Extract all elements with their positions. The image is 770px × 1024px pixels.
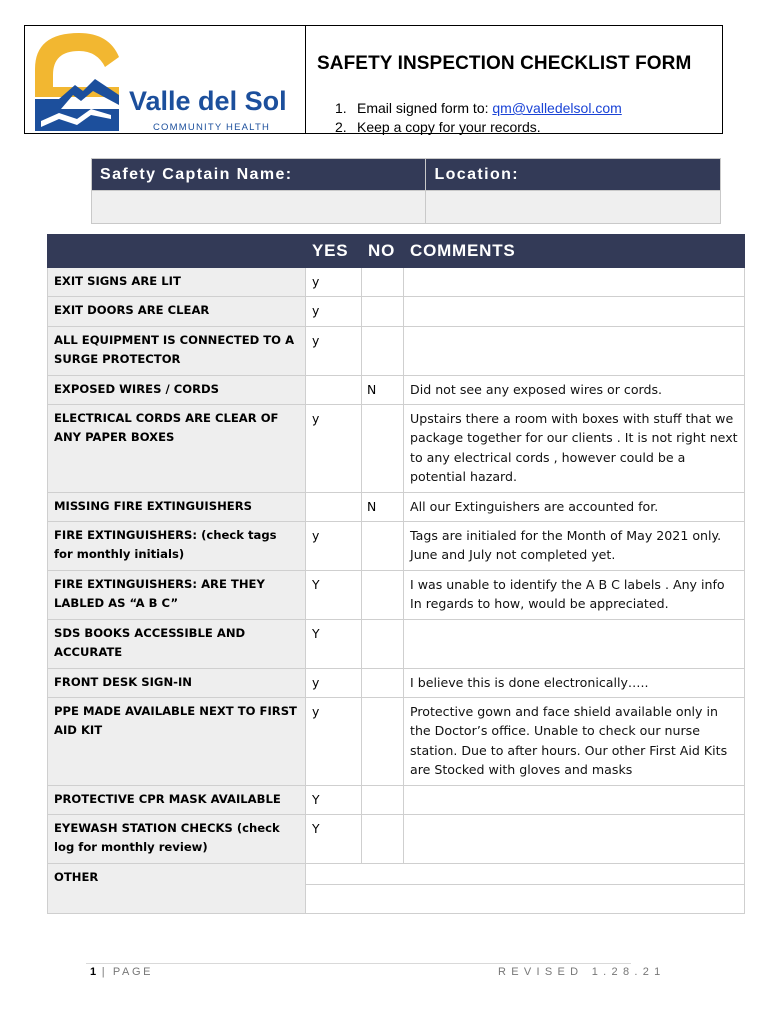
checklist-row: [48, 326, 745, 375]
checklist-table: [47, 234, 745, 914]
instruction-number: 1.: [335, 100, 347, 116]
form-title: SAFETY INSPECTION CHECKLIST FORM: [317, 53, 692, 74]
logo-tagline: COMMUNITY HEALTH: [153, 122, 271, 133]
yes-cell[interactable]: Y: [306, 814, 362, 863]
other-label: OTHER: [48, 863, 306, 913]
instruction-item: [335, 99, 622, 118]
comment-cell[interactable]: Did not see any exposed wires or cords.: [404, 375, 745, 404]
checklist-row: [48, 297, 745, 326]
no-cell[interactable]: N: [362, 375, 404, 404]
instructions-list: [335, 99, 622, 137]
location-label: Location:: [426, 159, 721, 191]
comment-cell[interactable]: [404, 268, 745, 297]
checklist-row: [48, 619, 745, 668]
no-cell[interactable]: [362, 522, 404, 571]
comment-cell[interactable]: [404, 814, 745, 863]
yes-cell[interactable]: y: [306, 405, 362, 493]
comment-cell[interactable]: [404, 326, 745, 375]
comments-header: COMMENTS: [404, 235, 745, 268]
checklist-row: [48, 697, 745, 785]
checklist-header-row: [48, 235, 745, 268]
comment-cell[interactable]: Upstairs there a room with boxes with stuff that we package together for our clients . It is not right next to any electrical cords , however could be a potential hazard.: [404, 405, 745, 493]
no-cell[interactable]: [362, 785, 404, 814]
checklist-item-label: MISSING FIRE EXTINGUISHERS: [48, 492, 306, 521]
comment-cell[interactable]: [404, 785, 745, 814]
location-field[interactable]: [426, 191, 721, 224]
checklist-item-label: FIRE EXTINGUISHERS: ARE THEY LABLED AS “A B C”: [48, 570, 306, 619]
no-header: NO: [362, 235, 404, 268]
comment-cell[interactable]: Tags are initialed for the Month of May 2021 only. June and July not completed yet.: [404, 522, 745, 571]
yes-cell[interactable]: Y: [306, 570, 362, 619]
checklist-item-label: PPE MADE AVAILABLE NEXT TO FIRST AID KIT: [48, 697, 306, 785]
footer-rule: [86, 963, 631, 964]
no-cell[interactable]: [362, 268, 404, 297]
yes-cell[interactable]: y: [306, 522, 362, 571]
valle-del-sol-logo: [31, 29, 301, 133]
checklist-row: [48, 785, 745, 814]
instruction-text: Email signed form to:: [357, 100, 493, 116]
yes-cell[interactable]: [306, 492, 362, 521]
yes-cell[interactable]: y: [306, 268, 362, 297]
yes-cell[interactable]: y: [306, 297, 362, 326]
checklist-item-label: EXIT SIGNS ARE LIT: [48, 268, 306, 297]
no-cell[interactable]: [362, 814, 404, 863]
captain-location-table: [91, 158, 721, 224]
checklist-item-label: SDS BOOKS ACCESSIBLE AND ACCURATE: [48, 619, 306, 668]
comment-cell[interactable]: [404, 619, 745, 668]
checklist-row: [48, 814, 745, 863]
no-cell[interactable]: N: [362, 492, 404, 521]
logo-name: Valle del Sol: [129, 86, 287, 116]
item-header: [48, 235, 306, 268]
checklist-item-label: ALL EQUIPMENT IS CONNECTED TO A SURGE PROTECTOR: [48, 326, 306, 375]
no-cell[interactable]: [362, 570, 404, 619]
checklist-row: [48, 268, 745, 297]
checklist-row: [48, 405, 745, 493]
checklist-item-label: EXIT DOORS ARE CLEAR: [48, 297, 306, 326]
footer-page: [90, 966, 153, 978]
checklist-item-label: PROTECTIVE CPR MASK AVAILABLE: [48, 785, 306, 814]
page-number: 1: [90, 966, 97, 978]
yes-cell[interactable]: y: [306, 697, 362, 785]
checklist-row: [48, 492, 745, 521]
page-label: | PAGE: [101, 966, 154, 978]
checklist-row: [48, 570, 745, 619]
checklist-item-label: ELECTRICAL CORDS ARE CLEAR OF ANY PAPER BOXES: [48, 405, 306, 493]
comment-cell[interactable]: I believe this is done electronically…..: [404, 668, 745, 697]
other-entry-field[interactable]: [306, 863, 745, 884]
yes-cell[interactable]: Y: [306, 619, 362, 668]
no-cell[interactable]: [362, 326, 404, 375]
email-link[interactable]: qm@valledelsol.com: [492, 100, 622, 116]
checklist-row: [48, 375, 745, 404]
checklist-row-other: [48, 863, 745, 884]
yes-cell[interactable]: Y: [306, 785, 362, 814]
no-cell[interactable]: [362, 697, 404, 785]
instruction-number: 2.: [335, 119, 347, 135]
instruction-item: [335, 118, 622, 137]
comment-cell[interactable]: All our Extinguishers are accounted for.: [404, 492, 745, 521]
captain-name-label: Safety Captain Name:: [92, 159, 426, 191]
form-header: [24, 25, 723, 134]
checklist-row: [48, 668, 745, 697]
no-cell[interactable]: [362, 297, 404, 326]
checklist-body: [48, 268, 745, 914]
no-cell[interactable]: [362, 668, 404, 697]
comment-cell[interactable]: I was unable to identify the A B C labels . Any info In regards to how, would be appreciated.: [404, 570, 745, 619]
captain-name-field[interactable]: [92, 191, 426, 224]
checklist-item-label: EXPOSED WIRES / CORDS: [48, 375, 306, 404]
header-divider: [305, 26, 306, 133]
footer-revised: REVISED 1.28.21: [498, 966, 666, 978]
yes-header: YES: [306, 235, 362, 268]
instruction-text: Keep a copy for your records.: [357, 119, 541, 135]
checklist-item-label: FRONT DESK SIGN-IN: [48, 668, 306, 697]
logo-sun-icon: [35, 33, 119, 87]
no-cell[interactable]: [362, 619, 404, 668]
checklist-item-label: FIRE EXTINGUISHERS: (check tags for monthly initials): [48, 522, 306, 571]
yes-cell[interactable]: y: [306, 668, 362, 697]
comment-cell[interactable]: Protective gown and face shield available only in the Doctor’s office. Unable to check our nurse station. Due to after hours. Our other First Aid Kits are Stocked with gloves and masks: [404, 697, 745, 785]
other-entry-field[interactable]: [306, 884, 745, 913]
checklist-row: [48, 522, 745, 571]
yes-cell[interactable]: y: [306, 326, 362, 375]
checklist-item-label: EYEWASH STATION CHECKS (check log for monthly review): [48, 814, 306, 863]
no-cell[interactable]: [362, 405, 404, 493]
comment-cell[interactable]: [404, 297, 745, 326]
yes-cell[interactable]: [306, 375, 362, 404]
